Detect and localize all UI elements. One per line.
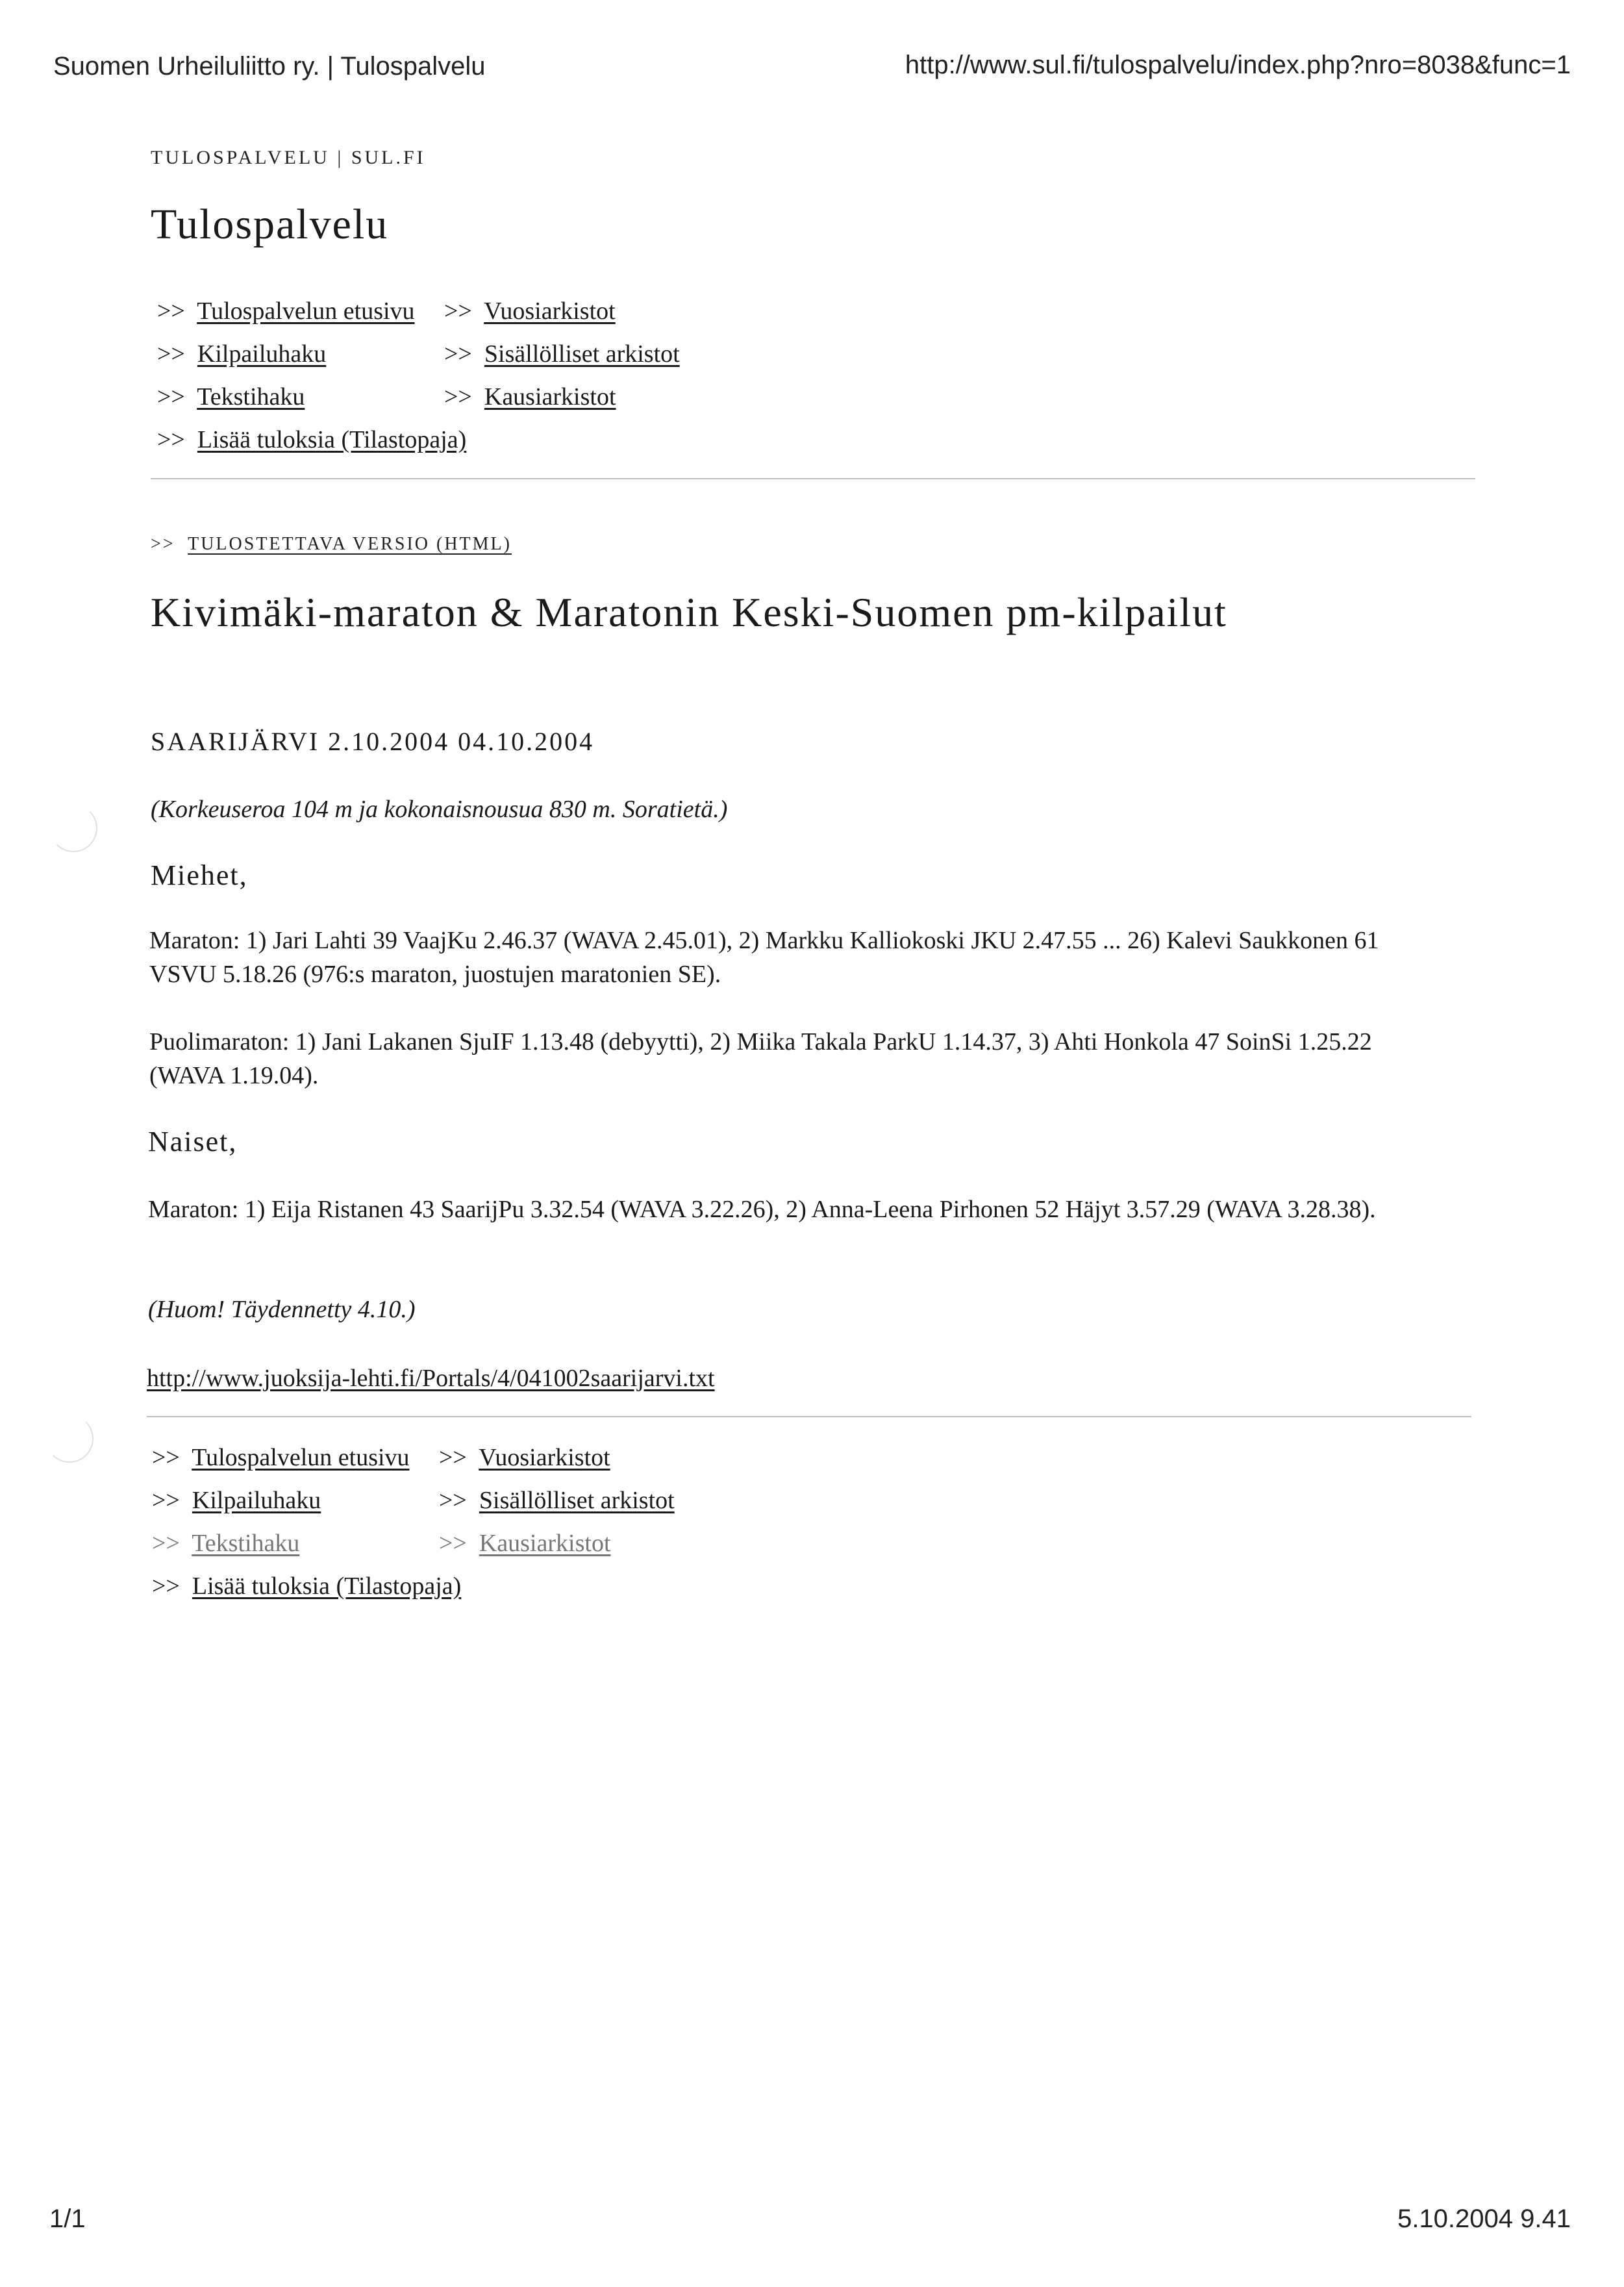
men-heading: Miehet, (151, 859, 248, 891)
source-link[interactable]: http://www.juoksija-lehti.fi/Portals/4/041002saarijarvi.txt (147, 1365, 715, 1392)
nav-link-tilastopaja[interactable]: Lisää tuloksia (Tilastopaja) (192, 1573, 462, 1600)
nav-arrow-icon: >> (444, 297, 479, 325)
event-title: Kivimäki-maraton & Maratonin Keski-Suomen pm-kilpailut (151, 589, 1227, 635)
nav-link-kilpailuhaku[interactable]: Kilpailuhaku (197, 340, 327, 368)
women-heading: Naiset, (148, 1126, 238, 1157)
nav-row-1b (439, 1443, 610, 1472)
nav-arrow-icon: >> (444, 340, 479, 368)
nav-arrow-icon: >> (157, 340, 192, 368)
nav-arrow-icon: >> (152, 1487, 186, 1514)
men-half-marathon-results: Puolimaraton: 1) Jani Lakanen SjuIF 1.13.48 (debyytti), 2) Miika Takala ParkU 1.14.37, 3) Ahti Honkola 47 SoinSi 1.25.22 (WAVA 1.19.04). (149, 1028, 1372, 1089)
nav-arrow-icon: >> (152, 1530, 186, 1557)
nav-link-kausiarkistot[interactable]: Kausiarkistot (484, 383, 616, 411)
women-marathon-results: Maraton: 1) Eija Ristanen 43 SaarijPu 3.32.54 (WAVA 3.22.26), 2) Anna-Leena Pirhonen 52 Häjyt 3.57.29 (WAVA 3.28.38). (148, 1196, 1376, 1223)
nav-row-4 (152, 1572, 461, 1600)
nav-row-3 (152, 1529, 299, 1558)
nav-link-vuosiarkistot[interactable]: Vuosiarkistot (479, 1444, 610, 1471)
site-breadcrumb: TULOSPALVELU | SUL.FI (151, 147, 426, 168)
printable-link-row (151, 534, 512, 555)
nav-link-tekstihaku[interactable]: Tekstihaku (192, 1530, 300, 1557)
nav-row-3b (444, 383, 616, 411)
nav-arrow-icon: >> (444, 383, 479, 411)
nav-row-3b (439, 1529, 611, 1558)
printable-arrow-icon: >> (151, 534, 182, 554)
nav-row-1b (444, 297, 616, 325)
print-footer-page: 1/1 (49, 2205, 86, 2233)
nav-row-2 (152, 1486, 321, 1515)
punch-hole-mark (45, 1415, 94, 1463)
update-note: (Huom! Täydennetty 4.10.) (148, 1296, 416, 1323)
nav-arrow-icon: >> (152, 1444, 186, 1471)
nav-link-tekstihaku[interactable]: Tekstihaku (197, 383, 305, 411)
nav-row-1 (152, 1443, 410, 1472)
nav-arrow-icon: >> (157, 426, 192, 453)
nav-row-4 (157, 425, 466, 454)
men-marathon-results: Maraton: 1) Jari Lahti 39 VaajKu 2.46.37 (WAVA 2.45.01), 2) Markku Kalliokoski JKU 2.47.55 ... 26) Kalevi Saukkonen 61 VSVU 5.18.26 (976:s maraton, juostujen maratonien SE). (149, 927, 1379, 988)
punch-hole-mark (49, 804, 97, 852)
nav-link-etusivu[interactable]: Tulospalvelun etusivu (192, 1444, 410, 1471)
nav-arrow-icon: >> (157, 297, 192, 325)
nav-link-sisallolliset[interactable]: Sisällölliset arkistot (479, 1487, 675, 1514)
divider (151, 478, 1475, 479)
nav-row-2 (157, 340, 326, 368)
nav-link-kilpailuhaku[interactable]: Kilpailuhaku (192, 1487, 321, 1514)
event-place-date: SAARIJÄRVI 2.10.2004 04.10.2004 (151, 727, 595, 756)
printable-version-link[interactable]: TULOSTETTAVA VERSIO (HTML) (188, 534, 512, 554)
nav-arrow-icon: >> (157, 383, 192, 411)
nav-arrow-icon: >> (152, 1573, 186, 1600)
nav-link-vuosiarkistot[interactable]: Vuosiarkistot (484, 297, 616, 325)
nav-link-tilastopaja[interactable]: Lisää tuloksia (Tilastopaja) (197, 426, 467, 453)
print-header-title: Suomen Urheiluliitto ry. | Tulospalvelu (53, 52, 486, 81)
nav-arrow-icon: >> (439, 1444, 473, 1471)
nav-arrow-icon: >> (439, 1487, 473, 1514)
nav-row-3 (157, 383, 305, 411)
event-note: (Korkeuseroa 104 m ja kokonaisnousua 830 m. Soratietä.) (151, 796, 728, 823)
nav-row-2b (444, 340, 680, 368)
site-title: Tulospalvelu (151, 201, 389, 248)
nav-link-etusivu[interactable]: Tulospalvelun etusivu (197, 297, 415, 325)
print-header-url: http://www.sul.fi/tulospalvelu/index.php?nro=8038&func=1 (905, 51, 1571, 79)
print-footer-timestamp: 5.10.2004 9.41 (1397, 2205, 1571, 2233)
nav-link-kausiarkistot[interactable]: Kausiarkistot (479, 1530, 611, 1557)
nav-arrow-icon: >> (439, 1530, 473, 1557)
nav-row-2b (439, 1486, 675, 1515)
nav-row-1 (157, 297, 415, 325)
nav-link-sisallolliset[interactable]: Sisällölliset arkistot (484, 340, 680, 368)
divider (147, 1416, 1471, 1417)
